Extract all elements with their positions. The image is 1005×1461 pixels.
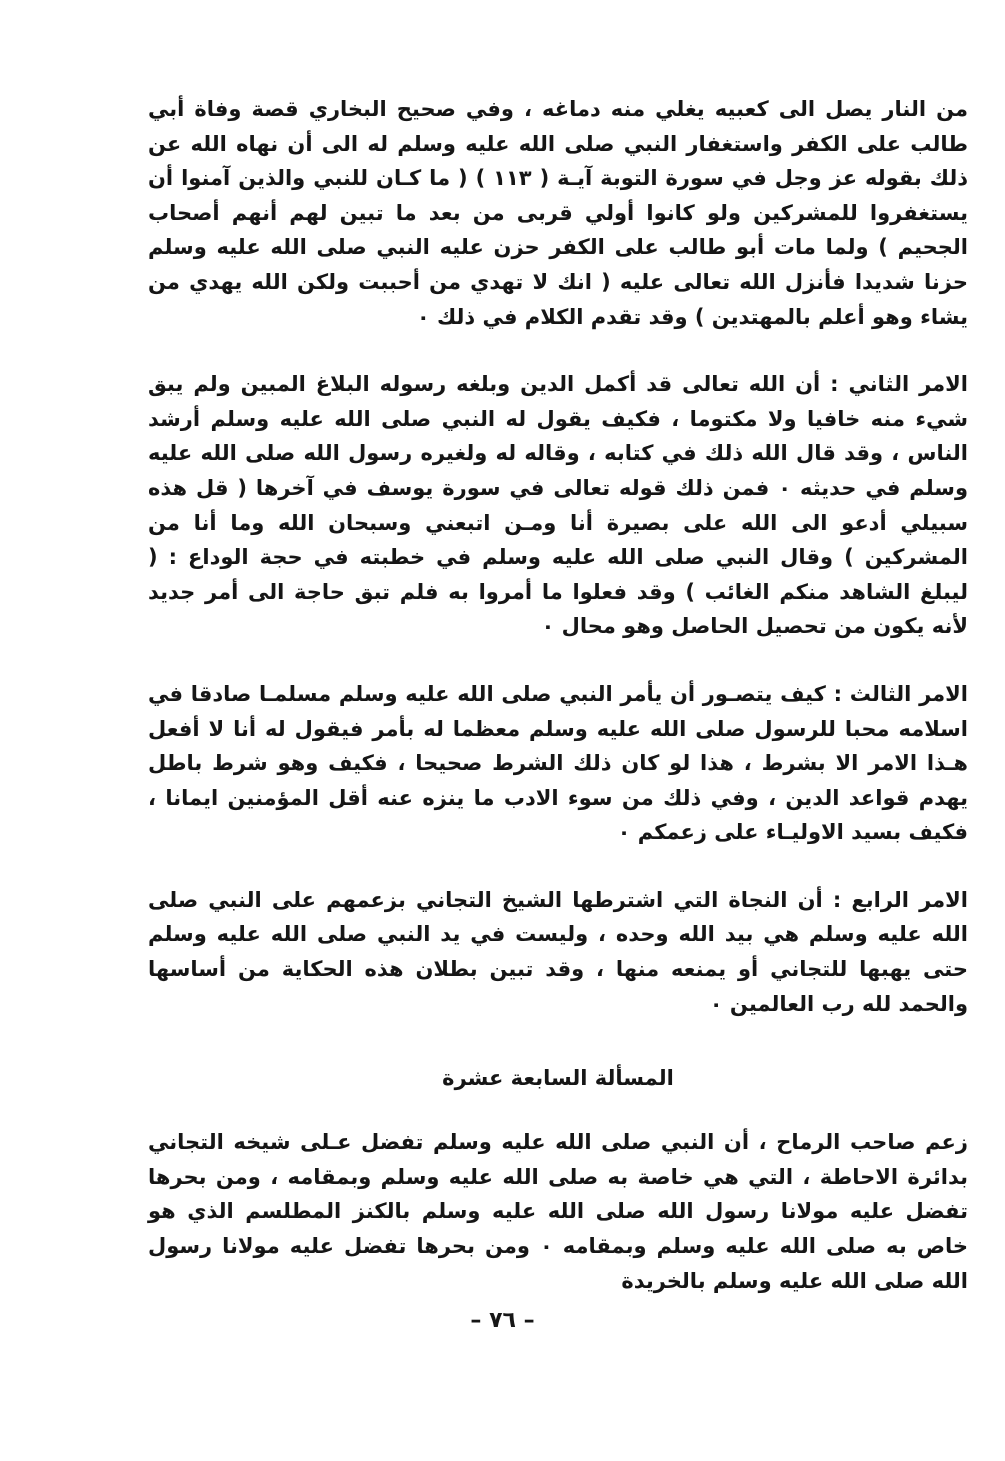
section-heading: المسألة السابعة عشرة [442,1066,674,1091]
paragraph-5: زعم صاحب الرماح ، أن النبي صلى الله عليه وسلم تفضل عـلى شيخه التجاني بدائرة الاحاطة ، التي هي خاصة به صلى الله عليه وسلم وبمقامه ، ومن بحرها تفضل عليه مولانا رسول الله صلى الله عليه وسلم بالكنز المطلسم الذي هو خاص به صلى الله عليه وسلم وبمقامه ٠ ومن بحرها تفضل عليه مولانا رسول الله صلى الله عليه وسلم بالخريدة [148,1130,969,1293]
page-number: – ٧٦ – [470,1308,535,1333]
paragraph-2: الامر الثاني : أن الله تعالى قد أكمل الدين وبلغه رسوله البلاغ المبين ولم يبق شيء منه خافيا ولا مكتوما ، فكيف يقول له النبي صلى الله عليه وسلم أرشد الناس ، وقد قال الله ذلك في كتابه ، وقاله له ولغيره رسول الله صلى الله عليه وسلم في حديثه ٠ فمن ذلك قوله تعالى في سورة يوسف في آخرها ( قل هذه سبيلي أدعو الى الله على بصيرة أنا ومـن اتبعني وسبحان الله وما أنا من المشركين ) وقال النبي صلى الله عليه وسلم في خطبته في حجة الوداع : ( ليبلغ الشاهد منكم الغائب ) وقد فعلوا ما أمروا به فلم تبق حاجة الى أمر جديد لأنه يكون من تحصيل الحاصل وهو محال ٠ [148,372,969,639]
paragraph-1: من النار يصل الى كعبيه يغلي منه دماغه ، وفي صحيح البخاري قصة وفاة أبي طالب على الكفر واستغفار النبي صلى الله عليه وسلم له الى أن نهاه الله عن ذلك بقوله عز وجل في سورة التوبة آيـة ( ١١٣ ) ( ما كـان للنبي والذين آمنوا أن يستغفروا للمشركين ولو كانوا أولي قربى من بعد ما تبين لهم أنهم أصحاب الجحيم ) ولما مات أبو طالب على الكفر حزن عليه النبي صلى الله عليه وسلم حزنا شديدا فأنزل الله تعالى عليه ( انك لا تهدي من أحببت ولكن الله يهدي من يشاء وهو أعلم بالمهتدين ) وقد تقدم الكلام في ذلك ٠ [148,97,968,329]
book-page [148,92,968,1298]
paragraph-4: الامر الرابع : أن النجاة التي اشترطها الشيخ التجاني بزعمهم على النبي صلى الله عليه وسلم هي بيد الله وحده ، وليست في يد النبي صلى الله عليه وسلم حتى يهبها للتجاني أو يمنعه منها ، وقد تبين بطلان هذه الحكاية من أساسها والحمد لله رب العالمين ٠ [148,887,968,1016]
paragraph-3: الامر الثالث : كيف يتصـور أن يأمر النبي صلى الله عليه وسلم مسلمـا صادقا في اسلامه محبا للرسول صلى الله عليه وسلم معظما له بأمر فيقول له أنا لا أفعل هـذا الامر الا بشرط ، هذا لو كان ذلك الشرط صحيحا ، فكيف وهو شرط باطل يهدم قواعد الدين ، وفي ذلك من سوء الادب ما ينزه عنه أقل المؤمنين ايمانا ، فكيف بسيد الاوليـاء على زعمكم ٠ [148,681,968,845]
